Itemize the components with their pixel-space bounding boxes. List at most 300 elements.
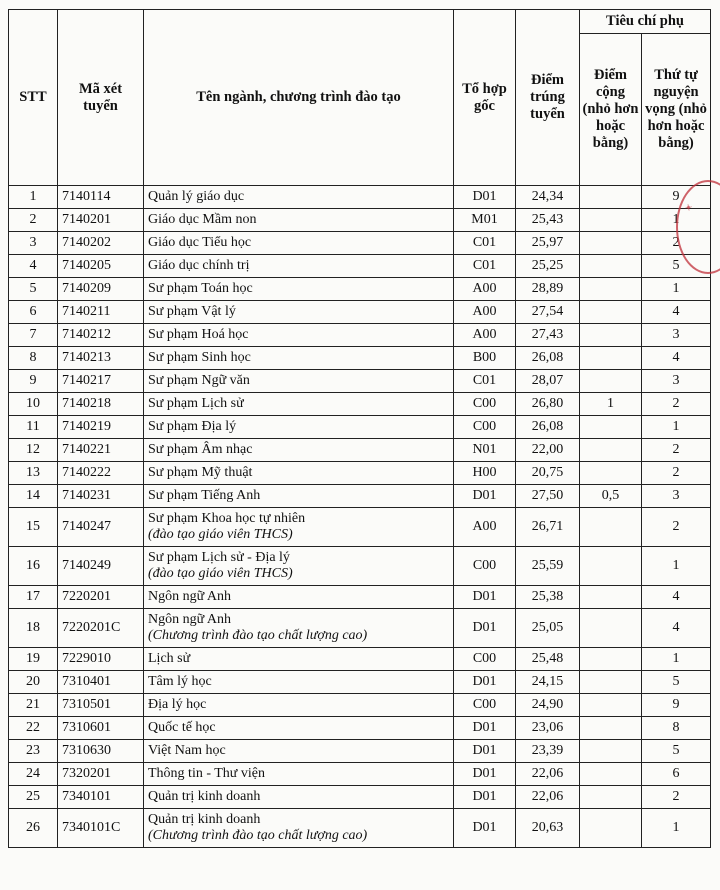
score-cell-text: 27,43 xyxy=(531,327,564,342)
score-cell xyxy=(516,232,580,255)
order-cell xyxy=(642,648,711,671)
stt-cell xyxy=(9,671,58,694)
table-row xyxy=(9,717,711,740)
table-row xyxy=(9,694,711,717)
score-cell-text: 26,08 xyxy=(531,350,564,365)
stt-cell xyxy=(9,786,58,809)
program-name-cell-text: Thông tin - Thư viện xyxy=(148,766,265,781)
official-stamp: ✦ xyxy=(676,180,720,274)
bonus-cell xyxy=(580,609,642,648)
combo-cell-text: D01 xyxy=(472,743,497,758)
bonus-cell xyxy=(580,301,642,324)
stt-cell xyxy=(9,370,58,393)
score-cell xyxy=(516,586,580,609)
order-cell xyxy=(642,717,711,740)
combo-cell xyxy=(454,694,516,717)
order-cell-text: 4 xyxy=(672,350,680,365)
score-cell-text: 20,63 xyxy=(531,820,564,835)
score-cell-text: 26,80 xyxy=(531,396,564,411)
program-name-cell xyxy=(144,347,454,370)
header-combo: Tổ hợp gốc xyxy=(454,10,516,186)
bonus-cell xyxy=(580,255,642,278)
code-cell-text: 7140212 xyxy=(62,327,111,342)
combo-cell xyxy=(454,186,516,209)
code-cell-text: 7140209 xyxy=(62,281,111,296)
order-cell-text: 2 xyxy=(672,442,680,457)
combo-cell-text: D01 xyxy=(472,820,497,835)
code-cell xyxy=(58,347,144,370)
stt-cell-text: 26 xyxy=(26,820,40,835)
bonus-cell xyxy=(580,186,642,209)
score-cell xyxy=(516,186,580,209)
stt-cell-text: 24 xyxy=(26,766,40,781)
program-name-cell-text: Sư phạm Mỹ thuật xyxy=(148,465,253,480)
code-cell xyxy=(58,694,144,717)
header-stt: STT xyxy=(9,10,58,186)
code-cell xyxy=(58,255,144,278)
combo-cell-text: A00 xyxy=(472,281,497,296)
order-cell-text: 5 xyxy=(672,674,680,689)
combo-cell-text: D01 xyxy=(472,189,497,204)
program-name-cell xyxy=(144,439,454,462)
stt-cell xyxy=(9,717,58,740)
combo-cell-text: D01 xyxy=(472,589,497,604)
stt-cell-text: 15 xyxy=(26,519,40,534)
order-cell-text: 3 xyxy=(672,488,680,503)
score-cell-text: 20,75 xyxy=(531,465,564,480)
program-name-cell-text: Sư phạm Hoá học xyxy=(148,327,249,342)
combo-cell xyxy=(454,786,516,809)
bonus-cell xyxy=(580,370,642,393)
code-cell-text: 7220201C xyxy=(62,620,121,635)
score-cell-text: 25,97 xyxy=(531,235,564,250)
code-cell xyxy=(58,416,144,439)
admission-score-table xyxy=(8,9,711,848)
order-cell xyxy=(642,671,711,694)
bonus-cell xyxy=(580,439,642,462)
program-name-cell-text: Giáo dục Tiểu học xyxy=(148,235,252,250)
code-cell-text: 7140202 xyxy=(62,235,111,250)
stt-cell-text: 13 xyxy=(26,465,40,480)
program-name-cell xyxy=(144,717,454,740)
stt-cell-text: 14 xyxy=(26,488,40,503)
order-cell xyxy=(642,324,711,347)
table-row xyxy=(9,786,711,809)
stt-cell-text: 20 xyxy=(26,674,40,689)
bonus-cell xyxy=(580,586,642,609)
order-cell xyxy=(642,301,711,324)
score-cell xyxy=(516,740,580,763)
code-cell-text: 7340101C xyxy=(62,820,121,835)
bonus-cell xyxy=(580,671,642,694)
code-cell-text: 7140217 xyxy=(62,373,111,388)
program-name-cell xyxy=(144,232,454,255)
score-cell xyxy=(516,609,580,648)
stt-cell xyxy=(9,301,58,324)
combo-cell xyxy=(454,763,516,786)
table-row xyxy=(9,255,711,278)
bonus-cell xyxy=(580,763,642,786)
code-cell xyxy=(58,809,144,848)
score-cell xyxy=(516,809,580,848)
order-cell xyxy=(642,763,711,786)
bonus-cell xyxy=(580,416,642,439)
score-cell-text: 28,07 xyxy=(531,373,564,388)
stt-cell xyxy=(9,547,58,586)
program-name-cell-text: Sư phạm Ngữ văn xyxy=(148,373,250,388)
code-cell-text: 7140201 xyxy=(62,212,111,227)
score-cell xyxy=(516,370,580,393)
order-cell xyxy=(642,609,711,648)
program-name-cell-text: Sư phạm Sinh học xyxy=(148,350,251,365)
stt-cell-text: 6 xyxy=(29,304,37,319)
program-name-cell xyxy=(144,648,454,671)
score-cell-text: 27,54 xyxy=(531,304,564,319)
table-row xyxy=(9,508,711,547)
code-cell xyxy=(58,609,144,648)
program-name-cell xyxy=(144,763,454,786)
score-cell-text: 23,39 xyxy=(531,743,564,758)
program-name-cell-text: Sư phạm Tiếng Anh xyxy=(148,488,261,503)
program-name-cell-text: Sư phạm Lịch sử xyxy=(148,396,244,411)
header-code: Mã xét tuyển xyxy=(58,10,144,186)
code-cell xyxy=(58,439,144,462)
program-name-cell-text: Sư phạm Vật lý xyxy=(148,304,236,319)
combo-cell-text: M01 xyxy=(471,212,498,227)
code-cell xyxy=(58,740,144,763)
combo-cell-text: D01 xyxy=(472,488,497,503)
stt-cell xyxy=(9,609,58,648)
order-cell xyxy=(642,586,711,609)
combo-cell-text: C00 xyxy=(472,697,497,712)
stt-cell-text: 23 xyxy=(26,743,40,758)
program-name-cell xyxy=(144,462,454,485)
order-cell-text: 1 xyxy=(672,820,680,835)
table-row xyxy=(9,416,711,439)
code-cell-text: 7140211 xyxy=(62,304,111,319)
stt-cell xyxy=(9,232,58,255)
combo-cell-text: D01 xyxy=(472,766,497,781)
bonus-cell xyxy=(580,324,642,347)
table-row xyxy=(9,547,711,586)
combo-cell xyxy=(454,671,516,694)
program-name-cell xyxy=(144,209,454,232)
table-row xyxy=(9,347,711,370)
program-note: (Chương trình đào tạo chất lượng cao) xyxy=(148,828,368,843)
program-name-cell xyxy=(144,416,454,439)
order-cell-text: 1 xyxy=(672,419,680,434)
combo-cell xyxy=(454,648,516,671)
stt-cell xyxy=(9,508,58,547)
score-cell xyxy=(516,717,580,740)
program-name-cell xyxy=(144,301,454,324)
score-cell xyxy=(516,763,580,786)
score-cell-text: 25,48 xyxy=(531,651,564,666)
program-name-cell xyxy=(144,740,454,763)
table-row xyxy=(9,809,711,848)
program-name-cell xyxy=(144,694,454,717)
program-name-cell xyxy=(144,547,454,586)
table-row xyxy=(9,186,711,209)
program-note: (Chương trình đào tạo chất lượng cao) xyxy=(148,628,368,643)
combo-cell xyxy=(454,324,516,347)
order-cell xyxy=(642,508,711,547)
score-cell xyxy=(516,547,580,586)
program-name-cell-text: Việt Nam học xyxy=(148,743,226,758)
combo-cell-text: B00 xyxy=(472,350,497,365)
program-name-cell-text: Sư phạm Lịch sử - Địa lý xyxy=(148,550,290,565)
combo-cell-text: C00 xyxy=(472,419,497,434)
combo-cell xyxy=(454,209,516,232)
header-name: Tên ngành, chương trình đào tạo xyxy=(144,10,454,186)
order-cell-text: 1 xyxy=(672,651,680,666)
header-group: Tiêu chí phụ xyxy=(580,10,711,34)
code-cell-text: 7140114 xyxy=(62,189,111,204)
score-cell-text: 22,06 xyxy=(531,789,564,804)
bonus-cell xyxy=(580,508,642,547)
bonus-cell xyxy=(580,786,642,809)
stt-cell xyxy=(9,648,58,671)
code-cell xyxy=(58,370,144,393)
stt-cell xyxy=(9,186,58,209)
score-cell-text: 28,89 xyxy=(531,281,564,296)
table-row xyxy=(9,370,711,393)
table-row xyxy=(9,462,711,485)
score-cell-text: 25,38 xyxy=(531,589,564,604)
program-note: (đào tạo giáo viên THCS) xyxy=(148,566,293,581)
stt-cell-text: 5 xyxy=(29,281,37,296)
code-cell-text: 7310630 xyxy=(62,743,111,758)
table-row xyxy=(9,439,711,462)
order-cell-text: 2 xyxy=(672,519,680,534)
stt-cell xyxy=(9,694,58,717)
stt-cell xyxy=(9,809,58,848)
stt-cell xyxy=(9,209,58,232)
program-name-cell-text: Địa lý học xyxy=(148,697,207,712)
score-cell xyxy=(516,462,580,485)
program-name-cell-text: Sư phạm Khoa học tự nhiên xyxy=(148,511,306,526)
order-cell xyxy=(642,347,711,370)
table-body xyxy=(9,186,711,848)
combo-cell-text: C01 xyxy=(472,258,497,273)
combo-cell-text: C01 xyxy=(472,373,497,388)
table-row xyxy=(9,485,711,508)
program-name-cell xyxy=(144,809,454,848)
bonus-cell xyxy=(580,209,642,232)
stt-cell-text: 4 xyxy=(29,258,37,273)
score-cell xyxy=(516,439,580,462)
order-cell-text: 3 xyxy=(672,373,680,388)
table-row xyxy=(9,393,711,416)
combo-cell-text: D01 xyxy=(472,789,497,804)
combo-cell xyxy=(454,586,516,609)
score-cell-text: 24,90 xyxy=(531,697,564,712)
code-cell xyxy=(58,485,144,508)
score-cell xyxy=(516,671,580,694)
stt-cell-text: 12 xyxy=(26,442,40,457)
score-cell-text: 23,06 xyxy=(531,720,564,735)
combo-cell xyxy=(454,609,516,648)
order-cell xyxy=(642,462,711,485)
code-cell-text: 7140249 xyxy=(62,558,111,573)
code-cell-text: 7140205 xyxy=(62,258,111,273)
score-cell-text: 25,05 xyxy=(531,620,564,635)
combo-cell xyxy=(454,508,516,547)
order-cell xyxy=(642,547,711,586)
score-cell xyxy=(516,694,580,717)
bonus-cell xyxy=(580,232,642,255)
stt-cell-text: 16 xyxy=(26,558,40,573)
combo-cell-text: C01 xyxy=(472,235,497,250)
order-cell-text: 5 xyxy=(672,743,680,758)
score-cell-text: 25,59 xyxy=(531,558,564,573)
score-cell xyxy=(516,416,580,439)
order-cell xyxy=(642,439,711,462)
bonus-cell xyxy=(580,740,642,763)
program-name-cell-text: Lịch sử xyxy=(148,651,191,666)
stt-cell-text: 25 xyxy=(26,789,40,804)
code-cell xyxy=(58,763,144,786)
combo-cell xyxy=(454,301,516,324)
program-name-cell-text: Sư phạm Âm nhạc xyxy=(148,442,253,457)
table-row xyxy=(9,740,711,763)
code-cell xyxy=(58,232,144,255)
bonus-cell xyxy=(580,462,642,485)
program-name-cell-text: Quốc tế học xyxy=(148,720,216,735)
order-cell-text: 1 xyxy=(672,212,680,227)
code-cell-text: 7140219 xyxy=(62,419,111,434)
bonus-cell xyxy=(580,347,642,370)
score-cell-text: 24,34 xyxy=(531,189,564,204)
table-row xyxy=(9,671,711,694)
bonus-cell xyxy=(580,648,642,671)
bonus-cell xyxy=(580,393,642,416)
order-cell xyxy=(642,809,711,848)
combo-cell-text: C00 xyxy=(472,651,497,666)
table-row xyxy=(9,301,711,324)
table-row xyxy=(9,209,711,232)
program-name-cell-text: Quản lý giáo dục xyxy=(148,189,245,204)
stt-cell xyxy=(9,462,58,485)
bonus-cell-text: 0,5 xyxy=(601,488,620,503)
stt-cell xyxy=(9,324,58,347)
score-cell-text: 25,25 xyxy=(531,258,564,273)
stt-cell xyxy=(9,485,58,508)
order-cell-text: 9 xyxy=(672,697,680,712)
order-cell xyxy=(642,786,711,809)
code-cell-text: 7220201 xyxy=(62,589,111,604)
program-name-cell-text: Quản trị kinh doanh xyxy=(148,812,261,827)
score-cell xyxy=(516,786,580,809)
code-cell-text: 7320201 xyxy=(62,766,111,781)
code-cell xyxy=(58,393,144,416)
score-cell-text: 22,00 xyxy=(531,442,564,457)
order-cell xyxy=(642,278,711,301)
code-cell xyxy=(58,186,144,209)
stt-cell-text: 7 xyxy=(29,327,37,342)
program-name-cell-text: Sư phạm Địa lý xyxy=(148,419,237,434)
combo-cell xyxy=(454,439,516,462)
program-name-cell-text: Ngôn ngữ Anh xyxy=(148,589,232,604)
combo-cell xyxy=(454,347,516,370)
order-cell-text: 4 xyxy=(672,620,680,635)
stt-cell xyxy=(9,416,58,439)
stt-cell xyxy=(9,586,58,609)
program-name-cell xyxy=(144,609,454,648)
score-cell xyxy=(516,485,580,508)
stt-cell xyxy=(9,740,58,763)
combo-cell-text: D01 xyxy=(472,720,497,735)
combo-cell xyxy=(454,547,516,586)
order-cell-text: 2 xyxy=(672,789,680,804)
code-cell-text: 7140231 xyxy=(62,488,111,503)
code-cell-text: 7140247 xyxy=(62,519,111,534)
code-cell-text: 7140213 xyxy=(62,350,111,365)
stt-cell-text: 9 xyxy=(29,373,37,388)
combo-cell xyxy=(454,255,516,278)
score-cell-text: 26,71 xyxy=(531,519,564,534)
program-name-cell-text: Sư phạm Toán học xyxy=(148,281,253,296)
bonus-cell xyxy=(580,485,642,508)
bonus-cell xyxy=(580,694,642,717)
score-cell-text: 27,50 xyxy=(531,488,564,503)
program-name-cell-text: Giáo dục chính trị xyxy=(148,258,250,273)
table-row xyxy=(9,609,711,648)
bonus-cell-text: 1 xyxy=(607,396,614,411)
stt-cell-text: 22 xyxy=(26,720,40,735)
code-cell xyxy=(58,301,144,324)
stt-cell xyxy=(9,439,58,462)
score-cell xyxy=(516,255,580,278)
stt-cell-text: 11 xyxy=(26,419,40,434)
bonus-cell xyxy=(580,278,642,301)
table-row xyxy=(9,586,711,609)
code-cell-text: 7140218 xyxy=(62,396,111,411)
order-cell xyxy=(642,416,711,439)
stt-cell-text: 19 xyxy=(26,651,40,666)
program-name-cell xyxy=(144,786,454,809)
combo-cell-text: A00 xyxy=(472,327,497,342)
bonus-cell xyxy=(580,717,642,740)
code-cell-text: 7310601 xyxy=(62,720,111,735)
combo-cell xyxy=(454,232,516,255)
order-cell xyxy=(642,370,711,393)
program-name-cell xyxy=(144,278,454,301)
code-cell xyxy=(58,462,144,485)
order-cell-text: 4 xyxy=(672,589,680,604)
stt-cell-text: 17 xyxy=(26,589,40,604)
order-cell-text: 4 xyxy=(672,304,680,319)
score-cell xyxy=(516,648,580,671)
score-cell-text: 25,43 xyxy=(531,212,564,227)
program-name-cell-text: Tâm lý học xyxy=(148,674,212,689)
program-name-cell xyxy=(144,671,454,694)
program-note: (đào tạo giáo viên THCS) xyxy=(148,527,293,542)
score-cell xyxy=(516,508,580,547)
table-row xyxy=(9,232,711,255)
program-name-cell xyxy=(144,485,454,508)
code-cell xyxy=(58,671,144,694)
program-name-cell-text: Giáo dục Mầm non xyxy=(148,212,257,227)
code-cell xyxy=(58,648,144,671)
combo-cell-text: D01 xyxy=(472,674,497,689)
score-cell xyxy=(516,301,580,324)
stt-cell-text: 8 xyxy=(29,350,37,365)
combo-cell-text: C00 xyxy=(472,558,497,573)
program-name-cell xyxy=(144,324,454,347)
combo-cell xyxy=(454,485,516,508)
score-cell xyxy=(516,393,580,416)
